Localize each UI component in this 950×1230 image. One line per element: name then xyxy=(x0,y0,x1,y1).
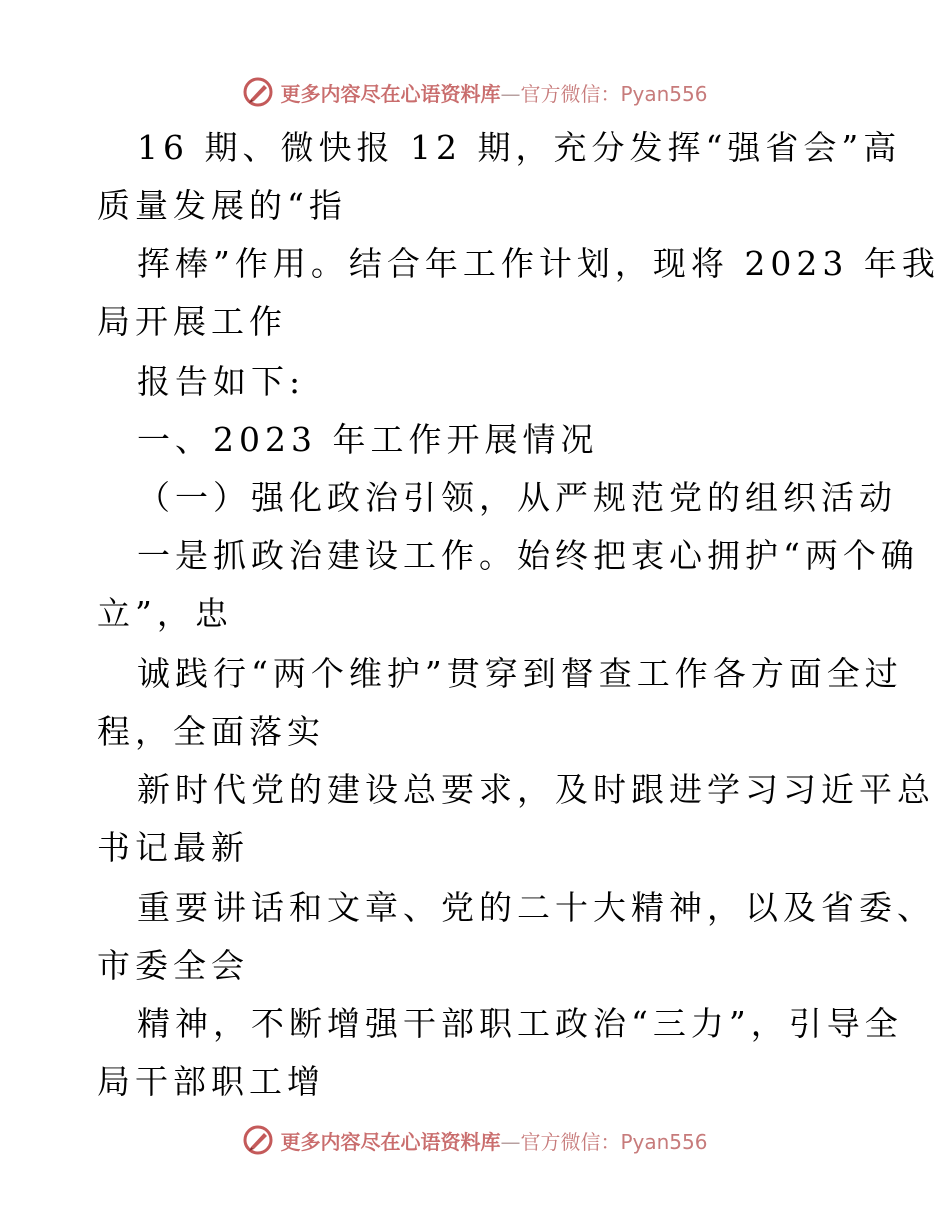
paragraph-line: 报告如下: xyxy=(137,362,306,401)
watermark-brand: 更多内容尽在心语资料库 xyxy=(280,81,501,106)
paragraph-line: 精神，不断增强干部职工政治“三力”，引导全 xyxy=(137,1004,903,1043)
paragraph-line: 一是抓政治建设工作。始终把衷心拥护“两个确 xyxy=(137,536,919,575)
watermark-brand: 更多内容尽在心语资料库 xyxy=(280,1129,501,1154)
paragraph-line: 立”，忠 xyxy=(97,594,233,633)
subsection-heading: （一）强化政治引领，从严规范党的组织活动 xyxy=(137,478,897,517)
footer-watermark xyxy=(0,1120,950,1160)
header-watermark xyxy=(0,72,950,112)
paragraph-line: 新时代党的建设总要求，及时跟进学习习近平总 xyxy=(137,770,935,809)
watermark-suffix: 官方微信：Pyan556 xyxy=(520,81,708,106)
paragraph-line: 16 期、微快报 12 期，充分发挥“强省会”高 xyxy=(137,128,902,167)
paragraph-line: 重要讲话和文章、党的二十大精神，以及省委、 xyxy=(137,888,935,927)
pen-logo-icon xyxy=(242,1124,274,1156)
section-heading: 一、2023 年工作开展情况 xyxy=(137,420,599,459)
paragraph-line: 程，全面落实 xyxy=(97,712,325,751)
watermark-suffix: 官方微信：Pyan556 xyxy=(520,1129,708,1154)
watermark-separator: — xyxy=(500,81,521,106)
pen-logo-icon xyxy=(242,76,274,108)
paragraph-line: 市委全会 xyxy=(97,946,249,985)
watermark-separator: — xyxy=(500,1129,521,1154)
paragraph-line: 局开展工作 xyxy=(97,302,287,341)
paragraph-line: 局干部职工增 xyxy=(97,1062,325,1101)
paragraph-line: 诚践行“两个维护”贯穿到督查工作各方面全过 xyxy=(137,654,903,693)
paragraph-line: 书记最新 xyxy=(97,828,249,867)
paragraph-line: 质量发展的“指 xyxy=(97,186,347,225)
watermark-text xyxy=(280,78,707,107)
watermark-text xyxy=(280,1126,707,1155)
paragraph-line: 挥棒”作用。结合年工作计划，现将 2023 年我 xyxy=(137,244,940,283)
